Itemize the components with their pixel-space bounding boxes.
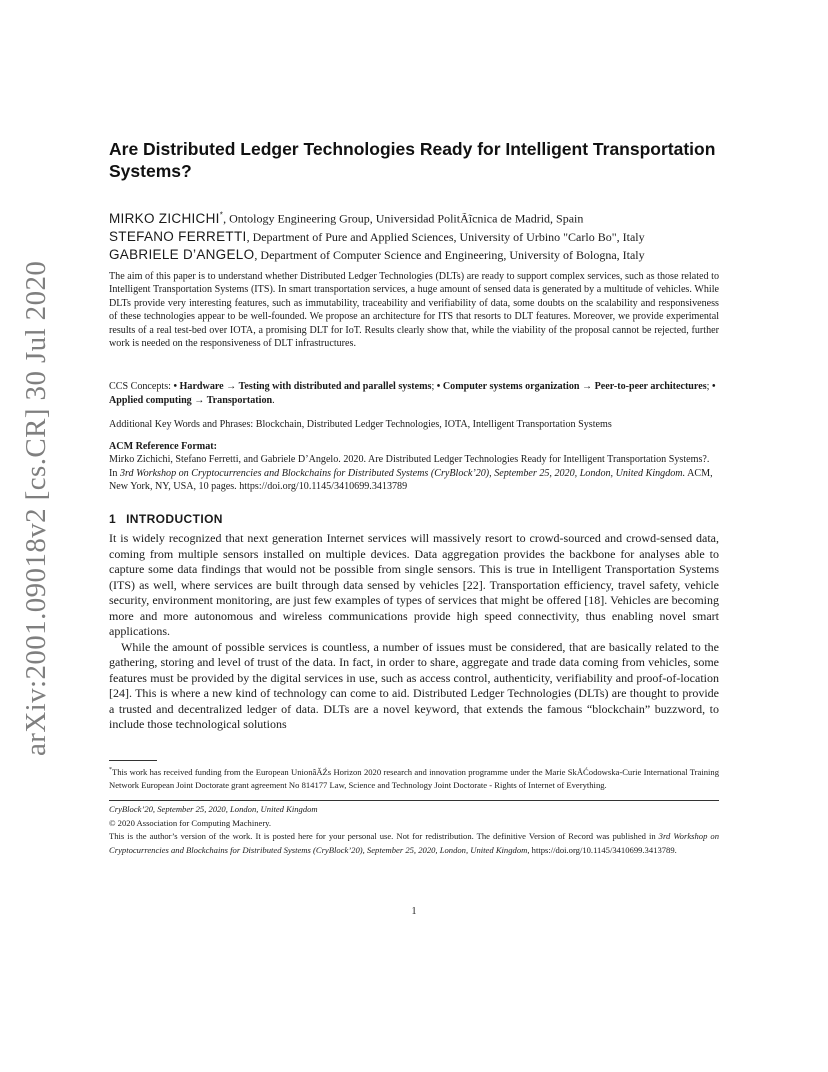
section-heading xyxy=(109,512,223,526)
author-entry xyxy=(109,206,749,228)
footnote-mark: * xyxy=(219,210,224,219)
arxiv-identifier: arXiv:2001.09018v2 [cs.CR] 30 Jul 2020 xyxy=(20,260,52,756)
ccs-concepts: CCS Concepts: • Hardware → Testing with distributed and parallel systems; • Computer systems organization → Peer-to-peer architectures; • Applied computing → Transportation. xyxy=(109,381,716,406)
abstract: The aim of this paper is to understand whether Distributed Ledger Technologies (DLTs) are ready to support complex services, such as those related to Intelligent Transportation Systems (ITS). In smart transportation services, a huge amount of sensed data is generated by a multitude of vehicles. While DLTs provide very interesting features, such as immutability, traceability and verifiability of data, some doubts on the scalability and responsiveness of these technologies appear to be well-founded. We propose an architecture for ITS that resorts to DLT features. Moreover, we provide experimental results of a real test-bed over IOTA, a promising DLT for IoT. Results clearly show that, while the viability of the proposal cannot be rejected, further work is needed on the responsiveness of DLT infrastructures. xyxy=(109,271,719,350)
author-list xyxy=(109,206,749,264)
author-affiliation: , Ontology Engineering Group, Universidad PolitÃĩcnica de Madrid, Spain xyxy=(223,211,584,226)
ccs-concept: • Computer systems organization → Peer-to-peer architectures xyxy=(436,381,707,392)
author-entry xyxy=(109,228,749,246)
author-name: MIRKO ZICHICHI* xyxy=(109,210,224,226)
paragraph: While the amount of possible services is countless, a number of issues must be considered, that are basically related to the gathering, storing and level of trust of the data. In fact, in order to share, aggregate and trade data coming from vehicles, some features must be provided by the digital services in use, such as access control, authenticity, verifiability and proof-of-location [24]. This is where a new kind of technology can come to aid. Distributed Ledger Technologies (DLTs) are thought to provide a trusted and decentralized ledger of data. DLTs are a novel keyword, that extends the famous “blockchain” buzzword, to include those technological solutions xyxy=(109,639,719,731)
acm-reference-label: ACM Reference Format: xyxy=(109,441,217,452)
introduction-body xyxy=(109,531,719,733)
footnote-mark: * xyxy=(109,767,112,773)
author-name: GABRIELE D’ANGELO xyxy=(109,246,255,262)
footnote-text: This work has received funding from the European UnionâĂŹs Horizon 2020 research and innovation programme under the Marie SkÅĆodowska-Curie International Training Network European Joint Doctorate grant agreement No 814177 Law, Science and Technology Joint Doctorate - Rights of Internet of Everything. xyxy=(109,766,719,790)
page-number: 1 xyxy=(411,906,417,917)
author-entry xyxy=(109,246,749,264)
ccs-label: CCS Concepts: xyxy=(109,381,174,392)
ccs-concept: • Applied computing → Transportation xyxy=(109,381,716,406)
acm-reference-venue: 3rd Workshop on Cryptocurrencies and Blockchains for Distributed Systems (CryBlock’20), September 25, 2020, London, United Kingdom. xyxy=(119,467,686,479)
keywords: Additional Key Words and Phrases: Blockchain, Distributed Ledger Technologies, IOTA, Intelligent Transportation Systems xyxy=(109,419,612,430)
copyright-block xyxy=(109,803,719,857)
footnote xyxy=(109,764,719,792)
ccs-concept: • Hardware → Testing with distributed and parallel systems xyxy=(173,381,432,392)
author-affiliation: , Department of Pure and Applied Sciences, University of Urbino "Carlo Bo", Italy xyxy=(246,229,645,244)
copyright-rule xyxy=(109,800,719,801)
paper-title: Are Distributed Ledger Technologies Ready for Intelligent Transportation Systems? xyxy=(109,139,716,181)
section-title: INTRODUCTION xyxy=(126,512,223,526)
section-number: 1 xyxy=(109,512,117,526)
venue-line: CryBlock’20, September 25, 2020, London, United Kingdom xyxy=(109,804,318,814)
copyright-line: © 2020 Association for Computing Machinery. xyxy=(109,817,272,828)
version-notice: This is the author’s version of the work. It is posted here for your personal use. Not for redistribution. The definitive Version of Record was published in 3rd Workshop on Cryptocurrencies and Blockchains for Distributed Systems (CryBlock’20), September 25, 2020, London, United Kingdom, https://doi.org/10.1145/3410699.3413789. xyxy=(109,831,719,855)
author-name: STEFANO FERRETTI xyxy=(109,228,247,244)
paragraph: It is widely recognized that next generation Internet services will massively resort to crowd-sourced and crowd-sensed data, coming from multiple sensors installed on multiple devices. Data aggregation provides the backbone for analyses able to capture some data findings that would not be possible from single sensors. This is true in Intelligent Transportation Systems (ITS) as well, where services are built through data sensed by vehicles [22]. Transportation efficiency, travel safety, vehicle security, environment monitoring, are just few examples of types of services that might be offered [18]. Vehicles are becoming more and more autonomous and wireless communications provide high speed connectivity, thus enabling novel smart applications. xyxy=(109,531,719,638)
footnote-rule xyxy=(109,760,157,761)
author-affiliation: , Department of Computer Science and Engineering, University of Bologna, Italy xyxy=(254,247,645,262)
acm-reference-format: ACM Reference Format: Mirko Zichichi, Stefano Ferretti, and Gabriele D’Angelo. 2020. Are Distributed Ledger Technologies Ready for Intelligent Transportation Systems?. In 3rd Workshop on Cryptocurrencies and Blockchains for Distributed Systems (CryBlock’20), September 25, 2020, London, United Kingdom. ACM, New York, NY, USA, 10 pages. https://doi.org/10.1145/3410699.3413789 xyxy=(109,440,719,494)
